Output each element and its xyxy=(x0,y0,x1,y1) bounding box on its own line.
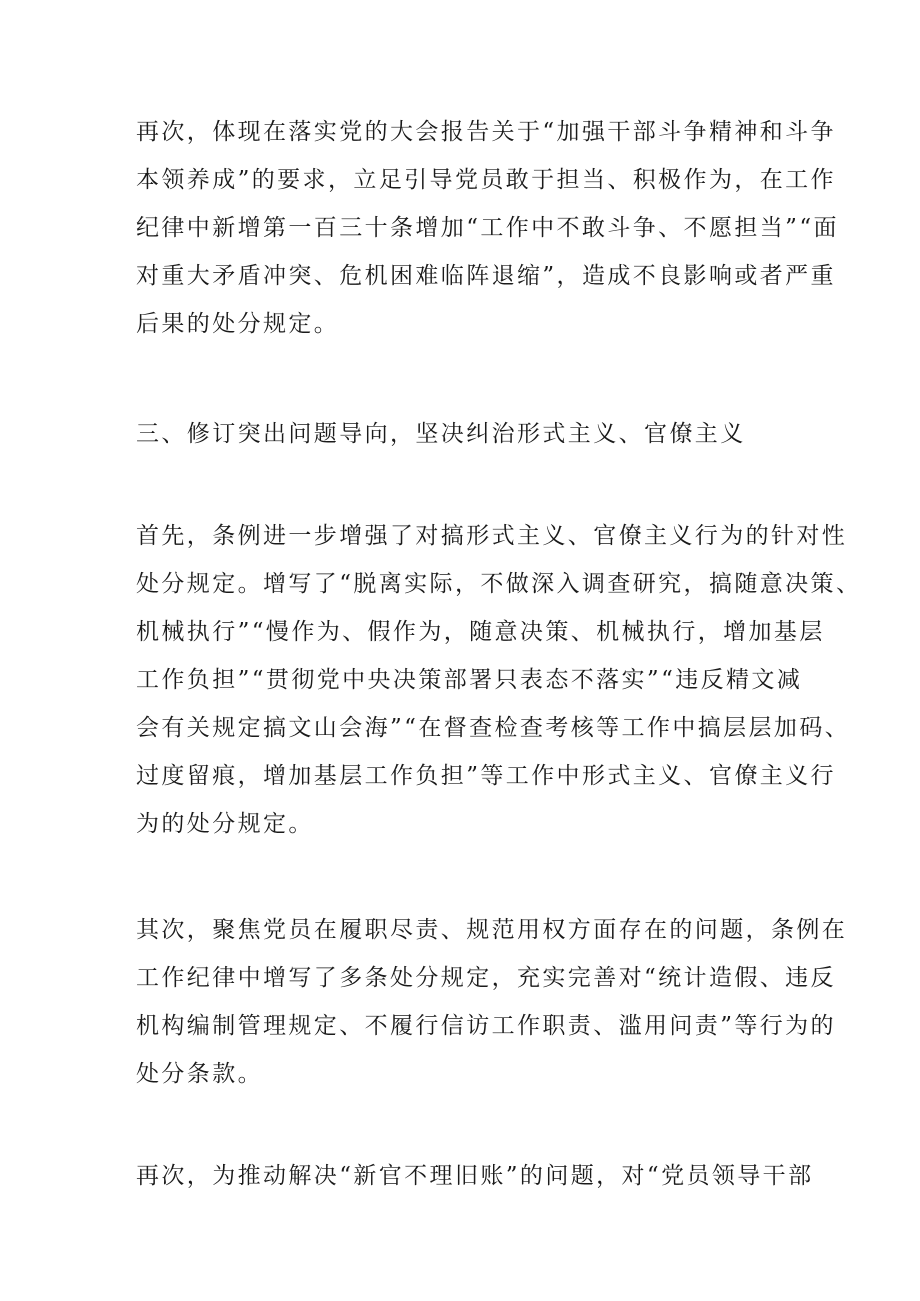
text-line: 处分规定。增写了“脱离实际，不做深入调查研究，搞随意决策、 xyxy=(136,571,862,597)
text-line: 处分条款。 xyxy=(136,1061,263,1087)
text-line: 机构编制管理规定、不履行信访工作职责、滥用问责”等行为的 xyxy=(136,1013,836,1039)
text-line: 会有关规定搞文山会海”“在督查检查考核等工作中搞层层加码、 xyxy=(136,715,851,741)
text-line: 再次，体现在落实党的大会报告关于“加强干部斗争精神和斗争 xyxy=(136,119,836,145)
paragraph-old-accounts xyxy=(136,1152,814,1200)
paragraph-formalism xyxy=(136,512,862,848)
text-line: 本领养成”的要求，立足引导党员敢于担当、积极作为，在工作 xyxy=(136,167,836,193)
text-line: 后果的处分规定。 xyxy=(136,311,340,337)
paragraph-struggle-spirit xyxy=(136,108,839,348)
text-line: 为的处分规定。 xyxy=(136,811,314,837)
text-line: 纪律中新增第一百三十条增加“工作中不敢斗争、不愿担当”“面 xyxy=(136,215,839,241)
text-line: 工作负担”“贯彻党中央决策部署只表态不落实”“违反精文减 xyxy=(136,667,803,693)
heading-text: 三、修订突出问题导向，坚决纠治形式主义、官僚主义 xyxy=(136,421,746,447)
text-line: 对重大矛盾冲突、危机困难临阵退缩”，造成不良影响或者严重 xyxy=(136,263,836,289)
text-line: 再次，为推动解决“新官不理旧账”的问题，对“党员领导干部 xyxy=(136,1163,814,1189)
section-heading xyxy=(136,410,796,458)
text-line: 其次，聚焦党员在履职尽责、规范用权方面存在的问题，条例在 xyxy=(136,917,848,943)
text-line: 首先，条例进一步增强了对搞形式主义、官僚主义行为的针对性 xyxy=(136,523,848,549)
text-line: 工作纪律中增写了多条处分规定，充实完善对“统计造假、违反 xyxy=(136,965,836,991)
text-line: 机械执行”“慢作为、假作为，随意决策、机械执行，增加基层 xyxy=(136,619,825,645)
text-line: 过度留痕，增加基层工作负担”等工作中形式主义、官僚主义行 xyxy=(136,763,836,789)
paragraph-duty-performance xyxy=(136,906,848,1098)
